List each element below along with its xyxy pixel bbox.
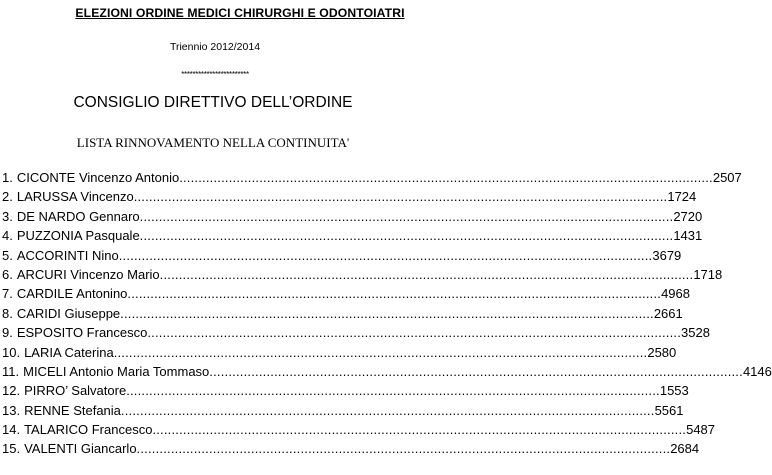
candidate-name: ARCURI Vincenzo Mario [16,266,160,282]
candidate-number: 14. [2,422,21,438]
candidate-row [2,266,723,286]
candidate-name: CARDILE Antonino [16,286,128,302]
dot-leader: ............................................................................................................................................ [136,441,671,457]
candidate-votes: 1724 [667,189,697,205]
candidate-number: 11. [2,363,20,379]
candidate-row [2,247,682,267]
candidate-name: DE NARDO Gennaro [16,208,140,224]
candidate-votes: 3679 [652,247,682,263]
period-label: Triennio 2012/2014 [169,41,261,53]
election-title: ELEZIONI ORDINE MEDICI CHIRURGHI E ODONTOIATRI [75,6,405,20]
candidate-name: VALENTI Giancarlo [24,441,137,457]
candidate-votes: 1553 [659,383,689,399]
dot-leader: ............................................................................................................................................ [127,286,662,302]
dot-leader: ............................................................................................................................................ [179,170,713,185]
candidate-row [2,422,716,441]
section-title: CONSIGLIO DIRETTIVO DELL’ORDINE [73,94,353,111]
candidate-votes: 3528 [681,325,710,341]
candidate-list [2,170,772,461]
dot-leader: ............................................................................................................................................ [118,247,653,263]
dot-leader: ............................................................................................................................................ [120,305,654,321]
candidate-row [2,325,710,344]
dot-leader: ............................................................................................................................................ [113,344,648,360]
candidate-number: 3. [2,208,13,224]
dot-leader: ............................................................................................................................................ [126,383,660,399]
candidate-number: 13. [2,402,21,418]
candidate-name: MICELI Antonio Maria Tommaso [23,363,210,379]
candidate-row [2,441,700,460]
dot-leader: ............................................................................................................................................ [120,402,655,418]
candidate-votes: 1718 [693,266,723,282]
candidate-votes: 4968 [661,286,690,302]
candidate-row [2,208,703,228]
candidate-row [2,189,697,208]
candidate-votes: 4146 [742,363,772,379]
candidate-name: CICONTE Vincenzo Antonio [16,170,180,185]
dot-leader: ............................................................................................................................................ [133,189,668,205]
candidate-name: LARUSSA Vincenzo [16,189,134,205]
candidate-number: 4. [2,228,13,244]
list-name: LISTA RINNOVAMENTO NELLA CONTINUITA' [76,135,350,150]
candidate-row [2,363,772,383]
candidate-number: 8. [2,305,13,321]
candidate-votes: 2580 [647,344,677,360]
candidate-number: 2. [2,189,13,205]
candidate-number: 1. [2,170,13,185]
candidate-votes: 2720 [673,208,703,224]
candidate-name: PUZZONIA Pasquale [16,228,140,244]
candidate-number: 10. [2,344,21,360]
candidate-name: PIRRO’ Salvatore [24,383,127,399]
candidate-votes: 2661 [653,305,683,321]
candidate-row [2,286,690,305]
candidate-row [2,170,742,189]
candidate-row [2,402,684,422]
candidate-votes: 2507 [712,170,742,185]
candidate-votes: 5561 [654,402,684,418]
candidate-row [2,344,677,364]
candidate-number: 15. [2,441,21,457]
candidate-number: 6. [2,266,13,282]
candidate-name: ACCORINTI Nino [16,247,119,263]
dot-leader: ............................................................................................................................................ [139,208,674,224]
candidate-votes: 1431 [673,228,703,244]
separator-stars: ************************ [181,70,249,79]
candidate-row [2,383,689,402]
candidate-number: 7. [2,286,13,302]
candidate-number: 9. [2,325,13,341]
candidate-number: 5. [2,247,13,263]
dot-leader: ............................................................................................................................................ [209,363,743,379]
dot-leader: ............................................................................................................................................ [152,422,687,438]
candidate-number: 12. [2,383,21,399]
candidate-name: TALARICO Francesco [24,422,153,438]
dot-leader: ............................................................................................................................................ [159,266,694,282]
dot-leader: ............................................................................................................................................ [139,228,674,244]
candidate-votes: 2684 [670,441,700,457]
candidate-name: CARIDI Giuseppe [16,305,121,321]
candidate-name: ESPOSITO Francesco [16,325,148,341]
dot-leader: ............................................................................................................................................ [147,325,682,341]
candidate-name: RENNE Stefania [24,402,121,418]
candidate-row [2,305,683,325]
candidate-votes: 5487 [686,422,716,438]
candidate-row [2,228,703,247]
candidate-name: LARIA Caterina [24,344,114,360]
